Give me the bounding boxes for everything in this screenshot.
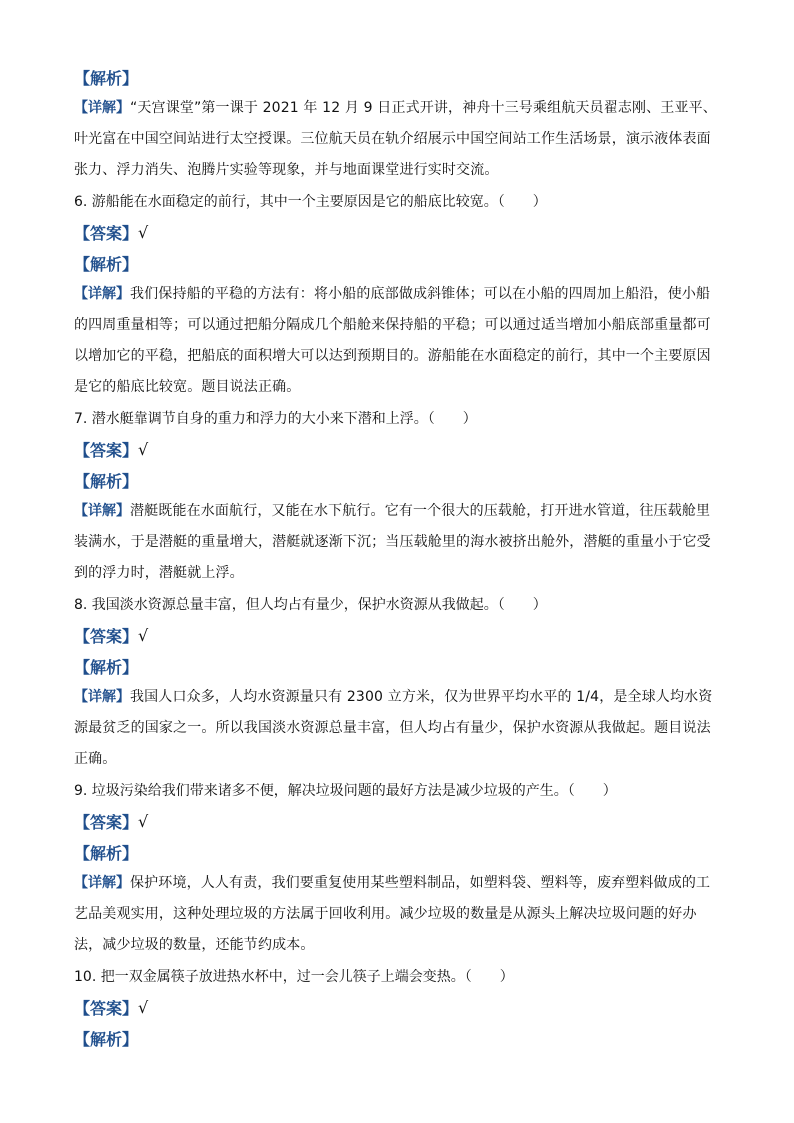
- question-8: [74, 589, 724, 620]
- analysis-label-row: [74, 465, 724, 496]
- answer-value: √: [138, 812, 149, 831]
- analysis-label: 【解析】: [74, 844, 139, 863]
- analysis-label: 【解析】: [74, 69, 139, 88]
- detail-paragraph-9: [74, 868, 724, 961]
- detail-text: 潜艇既能在水面航行，又能在水下航行。它有一个很大的压载舱，打开进水管道，往压载舱里装满水，于是潜艇的重量增大，潜艇就逐渐下沉；当压载舱里的海水被挤出舱外，潜艇的重量小于它受到的浮力时，潜艇就上浮。: [74, 503, 711, 581]
- answer-row-10: [74, 992, 724, 1023]
- question-text: 7. 潜水艇靠调节自身的重力和浮力的大小来下潜和上浮。（ ）: [74, 410, 477, 427]
- question-9: [74, 775, 724, 806]
- analysis-label: 【解析】: [74, 255, 139, 274]
- analysis-label: 【解析】: [74, 472, 139, 491]
- answer-value: √: [138, 223, 149, 242]
- analysis-label-row: [74, 837, 724, 868]
- question-text: 9. 垃圾污染给我们带来诸多不便，解决垃圾问题的最好方法是减少垃圾的产生。（ ）: [74, 782, 617, 799]
- detail-label: 【详解】: [74, 875, 130, 891]
- answer-label: 【答案】: [74, 441, 139, 460]
- analysis-label: 【解析】: [74, 1030, 139, 1049]
- detail-text: 保护环境，人人有责，我们要重复使用某些塑料制品，如塑料袋、塑料等，废弃塑料做成的工艺品美观实用，这种处理垃圾的方法属于回收利用。减少垃圾的数量是从源头上解决垃圾问题的好办法，减少垃圾的数量，还能节约成本。: [74, 875, 711, 953]
- answer-label: 【答案】: [74, 813, 139, 832]
- question-text: 10. 把一双金属筷子放进热水杯中，过一会儿筷子上端会变热。（ ）: [74, 968, 514, 985]
- question-10: [74, 961, 724, 992]
- answer-row-9: [74, 806, 724, 837]
- analysis-label-row: [74, 651, 724, 682]
- detail-text: “天宫课堂”第一课于 2021 年 12 月 9 日正式开讲，神舟十三号乘组航天员翟志刚、王亚平、叶光富在中国空间站进行太空授课。三位航天员在轨介绍展示中国空间站工作生活场景，演示液体表面张力、浮力消失、泡腾片实验等现象，并与地面课堂进行实时交流。: [74, 100, 717, 178]
- detail-paragraph-6: [74, 279, 724, 403]
- analysis-label: 【解析】: [74, 658, 139, 677]
- detail-label: 【详解】: [74, 286, 130, 302]
- analysis-label-row: [74, 1023, 724, 1054]
- detail-paragraph-7: [74, 496, 724, 589]
- question-7: [74, 403, 724, 434]
- detail-label: 【详解】: [74, 503, 130, 519]
- answer-row-7: [74, 434, 724, 465]
- question-text: 8. 我国淡水资源总量丰富，但人均占有量少，保护水资源从我做起。（ ）: [74, 596, 547, 613]
- detail-paragraph-8: [74, 682, 724, 775]
- detail-label: 【详解】: [74, 100, 130, 116]
- detail-paragraph-prev: [74, 93, 724, 186]
- analysis-label-row: [74, 248, 724, 279]
- answer-value: √: [138, 626, 149, 645]
- question-text: 6. 游船能在水面稳定的前行，其中一个主要原因是它的船底比较宽。（ ）: [74, 193, 547, 210]
- detail-text: 我们保持船的平稳的方法有：将小船的底部做成斜锥体；可以在小船的四周加上船沿，使小船的四周重量相等；可以通过把船分隔成几个船舱来保持船的平稳；可以通过适当增加小船底部重量都可以增加它的平稳，把船底的面积增大可以达到预期目的。游船能在水面稳定的前行，其中一个主要原因是它的船底比较宽。题目说法正确。: [74, 286, 711, 395]
- detail-text: 我国人口众多，人均水资源量只有 2300 立方米，仅为世界平均水平的 1/4，是全球人均水资源最贫乏的国家之一。所以我国淡水资源总量丰富，但人均占有量少，保护水资源从我做起。题目说法正确。: [74, 689, 713, 767]
- answer-label: 【答案】: [74, 999, 139, 1018]
- answer-label: 【答案】: [74, 224, 139, 243]
- answer-row-8: [74, 620, 724, 651]
- answer-value: √: [138, 998, 149, 1017]
- answer-row-6: [74, 217, 724, 248]
- answer-value: √: [138, 440, 149, 459]
- detail-label: 【详解】: [74, 689, 130, 705]
- document-content: [74, 62, 724, 1054]
- answer-label: 【答案】: [74, 627, 139, 646]
- analysis-label-row: [74, 62, 724, 93]
- question-6: [74, 186, 724, 217]
